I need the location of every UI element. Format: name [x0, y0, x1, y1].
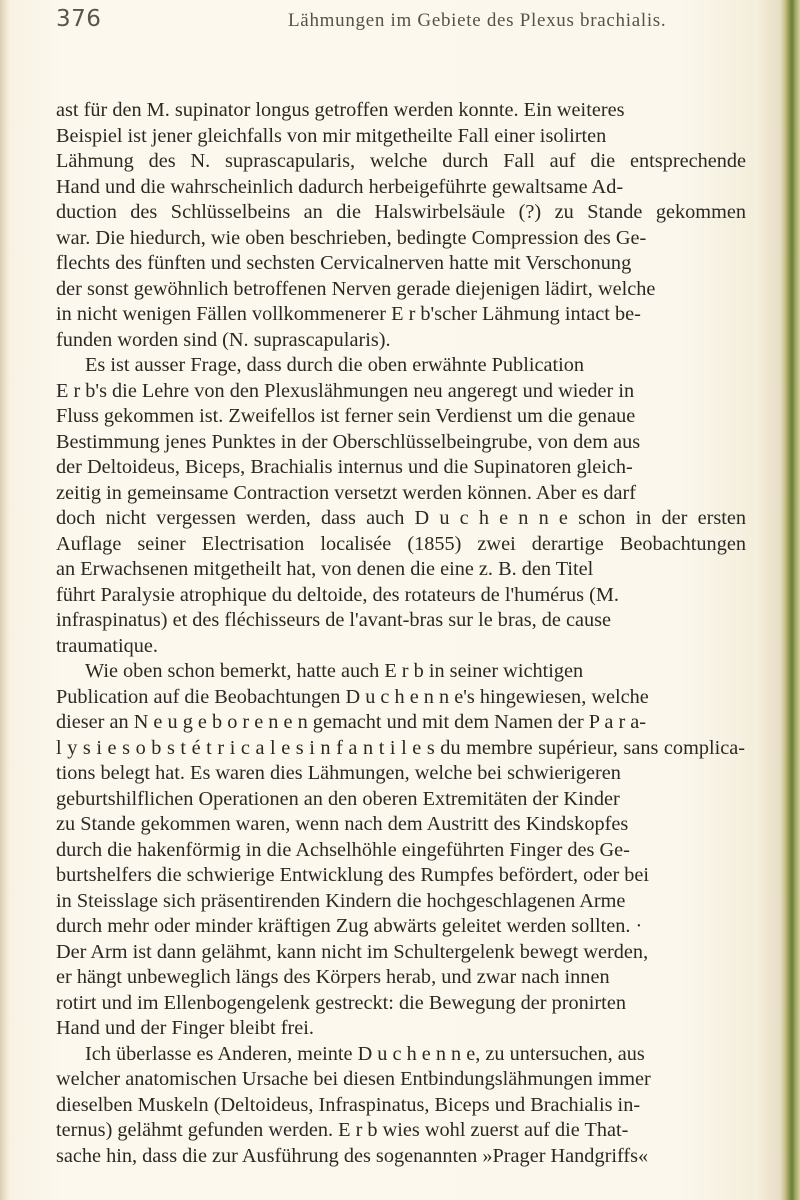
text-line: traumatique. — [56, 634, 158, 657]
text-line: war. Die hiedurch, wie oben beschrieben, bedingte Compression des Ge- — [56, 226, 647, 249]
text-line: Bestimmung jenes Punktes in der Oberschlüsselbeingrube, von dem aus — [56, 430, 641, 453]
page-left-edge — [0, 0, 10, 1200]
text-line: Ich überlasse es Anderen, meinte D u c h e n n e, zu untersuchen, aus — [85, 1042, 645, 1065]
text-line: führt Paralysie atrophique du deltoide, des rotateurs de l'humérus (M. — [56, 583, 619, 606]
text-line: er hängt unbeweglich längs des Körpers herab, und zwar nach innen — [56, 966, 610, 988]
text-line: E r b's die Lehre von den Plexuslähmungen neu angeregt und wieder in — [56, 379, 635, 402]
text-line: l y s i e s o b s t é t r i c a l e s i n f a n t i l e s du membre supérieur, sans complica- — [56, 736, 746, 759]
text-line: in nicht wenigen Fällen vollkommenerer E r b'scher Lähmung intact be- — [56, 303, 641, 325]
text-line: zeitig in gemeinsame Contraction versetzt werden können. Aber es darf — [56, 481, 637, 504]
text-line: dieselben Muskeln (Deltoideus, Infraspinatus, Biceps und Brachialis in- — [56, 1093, 641, 1116]
book-binding-edge — [780, 0, 800, 1200]
text-line: zu Stande gekommen waren, wenn nach dem Austritt des Kindskopfes — [56, 813, 629, 835]
text-line: doch nicht vergessen werden, dass auch D u c h e n n e schon in der ersten — [56, 507, 746, 529]
text-line: Beispiel ist jener gleichfalls von mir mitgetheilte Fall einer isolirten — [56, 124, 607, 147]
text-line: tions belegt hat. Es waren dies Lähmungen, welche bei schwierigeren — [56, 762, 621, 784]
text-line: durch mehr oder minder kräftigen Zug abwärts geleitet werden sollten. · — [56, 915, 643, 937]
text-line: durch die hakenförmig in die Achselhöhle eingeführten Finger des Ge- — [56, 838, 630, 861]
text-line: an Erwachsenen mitgetheilt hat, von denen die eine z. B. den Titel — [56, 558, 594, 580]
text-line: infraspinatus) et des fléchisseurs de l'avant-bras sur le bras, de cause — [56, 609, 611, 631]
binding-shadow — [758, 0, 780, 1200]
body-text — [56, 98, 746, 1169]
text-line: funden worden sind (N. suprascapularis). — [56, 328, 391, 351]
text-line: dieser an N e u g e b o r e n e n gemacht und mit dem Namen der P a r a- — [56, 711, 647, 733]
text-line: Publication auf die Beobachtungen D u c h e n n e's hingewiesen, welche — [56, 685, 649, 708]
text-line: Fluss gekommen ist. Zweifellos ist ferner sein Verdienst um die genaue — [56, 405, 636, 427]
text-line: Hand und der Finger bleibt frei. — [56, 1017, 314, 1039]
text-line: Es ist ausser Frage, dass durch die oben erwähnte Publication — [85, 354, 585, 376]
text-line: flechts des fünften und sechsten Cervicalnerven hatte mit Verschonung — [56, 252, 632, 274]
text-line: welcher anatomischen Ursache bei diesen Entbindungslähmungen immer — [56, 1068, 651, 1090]
text-line: duction des Schlüsselbeins an die Halswirbelsäule (?) zu Stande gekommen — [56, 201, 746, 223]
text-line: Hand und die wahrscheinlich dadurch herbeigeführte gewaltsame Ad- — [56, 175, 624, 198]
text-line: Lähmung des N. suprascapularis, welche durch Fall auf die entsprechende — [56, 150, 746, 172]
text-line: sache hin, dass die zur Ausführung des sogenannten »Prager Handgriffs« — [56, 1144, 649, 1167]
text-line: in Steisslage sich präsentirenden Kindern die hochgeschlagenen Arme — [56, 889, 626, 912]
text-line: rotirt und im Ellenbogengelenk gestreckt: die Bewegung der pronirten — [56, 991, 626, 1014]
text-line: geburtshilflichen Operationen an den oberen Extremitäten der Kinder — [56, 787, 620, 810]
text-line: der sonst gewöhnlich betroffenen Nerven gerade diejenigen lädirt, welche — [56, 277, 656, 300]
text-line: der Deltoideus, Biceps, Brachialis internus und die Supinatoren gleich- — [56, 456, 633, 478]
page-header — [56, 6, 736, 36]
text-line: Wie oben schon bemerkt, hatte auch E r b in seiner wichtigen — [85, 660, 584, 682]
text-line: Auflage seiner Electrisation localisée (1855) zwei derartige Beobachtungen — [56, 532, 746, 555]
text-line: burtshelfers die schwierige Entwicklung des Rumpfes befördert, oder bei — [56, 864, 650, 886]
page-number: 376 — [56, 6, 102, 32]
running-title: Lähmungen im Gebiete des Plexus brachialis. — [288, 10, 667, 31]
text-line: ast für den M. supinator longus getroffen werden konnte. Ein weiteres — [56, 99, 625, 121]
text-line: Der Arm ist dann gelähmt, kann nicht im Schultergelenk bewegt werden, — [56, 940, 649, 963]
text-line: ternus) gelähmt gefunden werden. E r b wies wohl zuerst auf die That- — [56, 1119, 629, 1141]
